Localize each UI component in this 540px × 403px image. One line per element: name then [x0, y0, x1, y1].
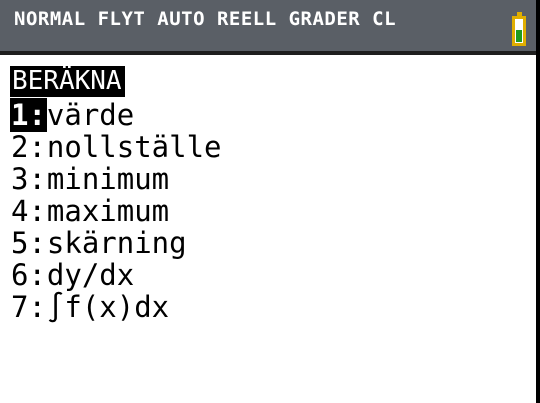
- menu-item-value[interactable]: [10, 99, 222, 131]
- menu-item-label: skärning: [46, 226, 187, 260]
- menu-item-label: maximum: [46, 194, 170, 228]
- status-bar: [0, 0, 536, 55]
- menu-item-dydx[interactable]: [10, 259, 222, 291]
- menu-item-label: minimum: [46, 162, 170, 196]
- menu-item-label: värde: [46, 98, 135, 132]
- calc-menu: [10, 66, 222, 323]
- menu-item-number: 7:: [11, 290, 46, 324]
- menu-item-label: ∫f(x)dx: [46, 290, 170, 324]
- menu-item-minimum[interactable]: [10, 163, 222, 195]
- menu-item-label: nollställe: [46, 130, 222, 164]
- mode-status-text: NORMAL FLYT AUTO REELL GRADER CL: [14, 8, 397, 30]
- menu-item-number: 3:: [11, 162, 46, 196]
- battery-icon: [512, 16, 526, 46]
- menu-item-label: dy/dx: [46, 258, 135, 292]
- menu-item-number: 5:: [11, 226, 46, 260]
- menu-item-number: 2:: [11, 130, 46, 164]
- menu-item-number: 6:: [11, 258, 46, 292]
- menu-item-number: 4:: [11, 194, 46, 228]
- menu-title: BERÄKNA: [10, 66, 125, 97]
- menu-item-zero[interactable]: [10, 131, 222, 163]
- menu-item-maximum[interactable]: [10, 195, 222, 227]
- menu-list: [10, 99, 222, 323]
- menu-item-integral[interactable]: [10, 291, 222, 323]
- battery-level-fill: [516, 30, 522, 42]
- menu-item-intersect[interactable]: [10, 227, 222, 259]
- menu-item-number: 1:: [11, 98, 46, 132]
